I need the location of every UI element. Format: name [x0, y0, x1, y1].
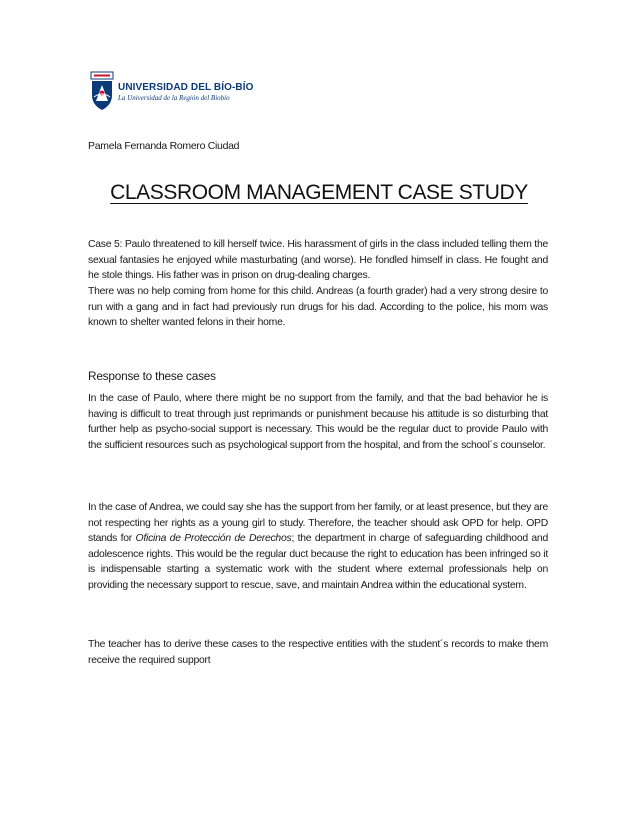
case-paragraph-2: There was no help coming from home for this child. Andreas (a fourth grader) had a very strong desire to run with a gang and in fact had previously run drugs for his dad. According to the police, his mom was known to shelter wanted felons in their home. [88, 286, 548, 329]
university-seal-icon [90, 71, 114, 111]
case-paragraph-1: Case 5: Paulo threatened to kill herself twice. His harassment of girls in the class included telling them the sexual fantasies he enjoyed while masturbating (and worse). He fondled himself in class. He fought and he stole things. His father was in prison on drug-dealing charges. [88, 239, 548, 282]
p4-text-after: ; the department in charge of safeguarding childhood and adolescence rights. This would be the regular duct because the right to education has been infringed so it is indispensable starting a systematic work with the student where external professionals help on providing the necessary support to rescue, save, and maintain Andrea within the educational system. [88, 533, 548, 591]
response-paragraph-3: The teacher has to derive these cases to the respective entities with the student´s records to make them receive the required support [88, 639, 548, 666]
logo-title: UNIVERSIDAD DEL BÍO-BÍO [118, 82, 254, 93]
p4-text-before: In the case of Andrea, we could say she has the support from her family, or at least presence, but they are not respecting her rights as a young girl to study. Therefore, the teacher should ask OPD for help. OPD stands for [88, 502, 548, 545]
university-logo [90, 71, 253, 111]
section-heading: Response to these cases [88, 369, 216, 383]
p4-italic-term: Oficina de Protección de Derechos [135, 533, 292, 545]
logo-subtitle: La Universidad de la Región del Biobío [118, 94, 230, 102]
response-paragraph-2 [88, 500, 548, 594]
document-title: CLASSROOM MANAGEMENT CASE STUDY [110, 181, 528, 204]
author-name: Pamela Fernanda Romero Ciudad [88, 140, 240, 152]
response-paragraph-1: In the case of Paulo, where there might be no support from the family, and that the bad behavior he is having is difficult to treat through just reprimands or punishment because his attitude is so disturbing that further help as psycho-social support is necessary. This would be the regular duct to provide Paulo with the sufficient resources such as psychological support from the hospital, and from the school´s counselor. [88, 393, 548, 451]
logo-text [118, 82, 253, 102]
